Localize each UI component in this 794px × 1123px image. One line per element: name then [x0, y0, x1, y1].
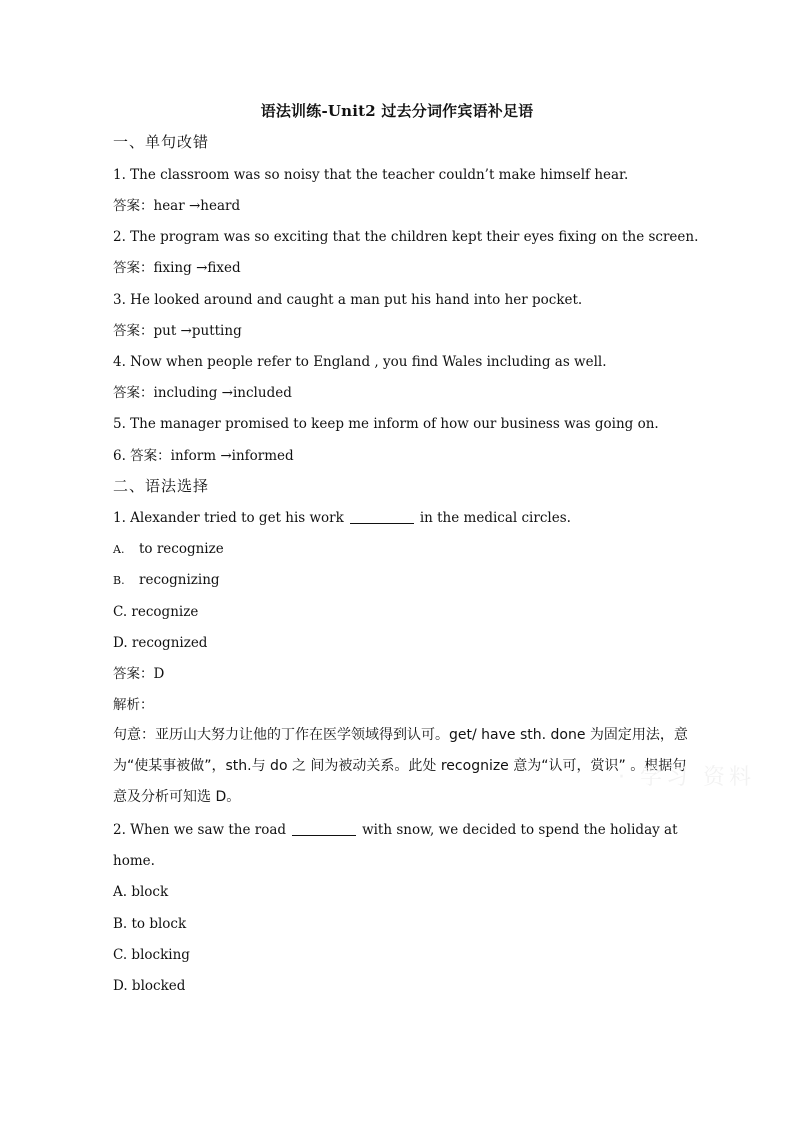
- option-text: recognizing: [139, 572, 220, 588]
- mc1-analysis-label: 解析：: [113, 697, 154, 713]
- page-title: 语法训练-Unit2 过去分词作宾语补足语: [260, 102, 534, 120]
- answer-2: 答案：fixing →fixed: [113, 260, 241, 276]
- mc1-option-a: [113, 539, 693, 560]
- answer-3: 答案：put →putting: [113, 323, 242, 339]
- mc2-stem-after: with snow, we decided to spend the holiday at: [362, 822, 678, 838]
- mc2-stem-continuation: home.: [113, 853, 155, 869]
- mc1-stem-before: 1. Alexander tried to get his work: [113, 510, 344, 526]
- option-label: B.: [113, 574, 125, 587]
- mc-question-1: [113, 508, 693, 528]
- watermark: · 学习 资料: [618, 765, 755, 790]
- mc2-option-b: B. to block: [113, 916, 187, 932]
- mc1-option-d: D. recognized: [113, 635, 208, 651]
- question-3: 3. He looked around and caught a man put his hand into her pocket.: [113, 292, 583, 308]
- option-label: A.: [113, 543, 125, 556]
- answer-5: 6. 答案：inform →informed: [113, 448, 294, 464]
- section-heading-error-correction: 一、单句改错: [113, 133, 210, 151]
- mc2-option-c: C. blocking: [113, 947, 190, 963]
- mc1-option-b: [113, 570, 693, 591]
- mc2-option-a: A. block: [113, 884, 169, 900]
- mc1-analysis-text: 句意：亚历山大努力让他的丁作在医学领域得到认可。get/ have sth. done 为固定用法，意为“使某事被做”，sth.与 do 之 间为被动关系。此处 recognize 意为“认可，赏识” 。根据句 意及分析可知选 D。: [113, 727, 688, 805]
- mc2-stem-before: 2. When we saw the road: [113, 822, 287, 838]
- mc-question-2: [113, 820, 693, 840]
- answer-blank: [350, 509, 414, 524]
- section-heading-grammar-choice: 二、语法选择: [113, 477, 210, 495]
- mc1-answer: 答案：D: [113, 666, 165, 682]
- question-4: 4. Now when people refer to England , you find Wales including as well.: [113, 354, 607, 370]
- question-2: 2. The program was so exciting that the children kept their eyes fixing on the screen.: [113, 229, 699, 245]
- option-text: to recognize: [139, 541, 224, 557]
- answer-4: 答案：including →included: [113, 385, 292, 401]
- question-1: 1. The classroom was so noisy that the teacher couldn’t make himself hear.: [113, 167, 629, 183]
- answer-blank: [292, 821, 356, 836]
- mc1-stem-after: in the medical circles.: [419, 510, 571, 526]
- mc2-option-d: D. blocked: [113, 978, 186, 994]
- answer-1: 答案：hear →heard: [113, 198, 241, 214]
- mc1-option-c: C. recognize: [113, 604, 199, 620]
- question-5: 5. The manager promised to keep me inform of how our business was going on.: [113, 416, 659, 432]
